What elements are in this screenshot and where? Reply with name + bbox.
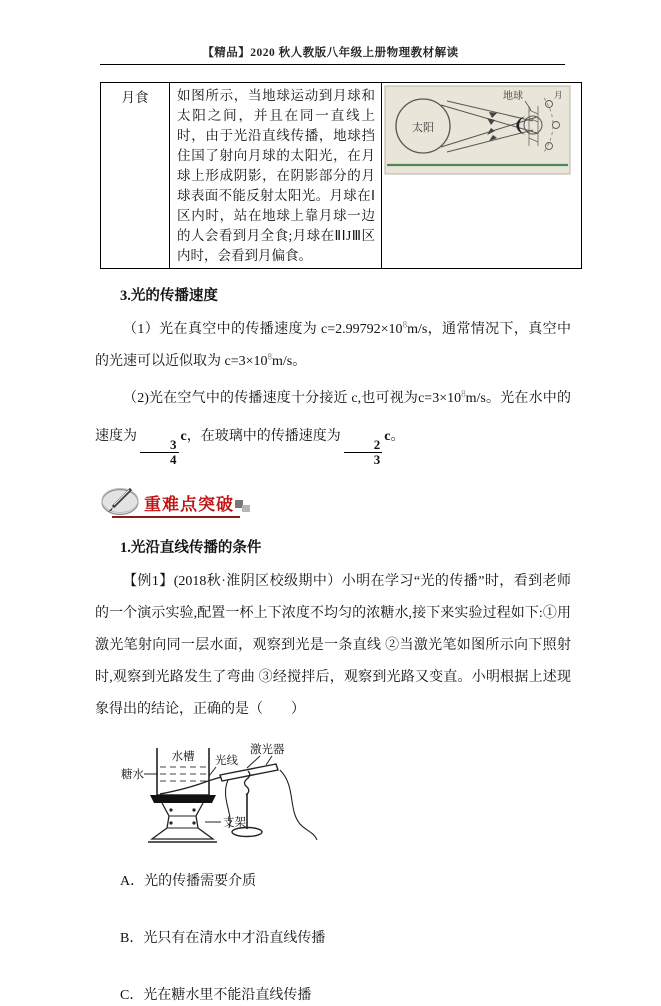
earth-label: 地球 — [503, 91, 523, 102]
paragraph-light-speed-vacuum — [95, 314, 571, 378]
option-b: B．光只有在清水中才沿直线传播 — [120, 930, 326, 946]
sugar-water-layers — [160, 767, 206, 781]
support-stand-outline — [152, 803, 213, 839]
table-row — [101, 83, 582, 269]
stand-bolt — [169, 808, 172, 811]
para2-text-4: 。 — [390, 429, 405, 444]
banner-underline — [112, 516, 240, 518]
bent-light-ray — [160, 777, 221, 794]
fraction-denominator: 3 — [373, 452, 381, 468]
key-points-banner-label: 重难点突破 — [144, 494, 234, 514]
lunar-eclipse-figure-cell — [382, 83, 582, 269]
fraction-three-quarters — [140, 438, 179, 468]
sun-label: 太阳 — [412, 122, 434, 134]
para1-text-3: m/s。 — [272, 354, 307, 369]
speed-symbol-c: c — [180, 429, 187, 444]
example-1-problem-text: 【例1】(2018秋·淮阴区校级期中）小明在学习“光的传播”时，看到老师的一个演示实验,配置一杯上下浓度不均匀的浓糖水,接下来实验过程如下:①用激光笔射向同一层水面，观察到光是一条直线 ②当激光笔如图所示向下照射时,观察到光路发生了弯曲 ③经搅拌后，观察到光路又变直。小明根据上述现象得出的结论，正确的是（ ） — [95, 573, 571, 717]
para1-text-1: （1）光在真空中的传播速度为 c=2.99792×10 — [123, 322, 403, 337]
exponent-8: 8 — [461, 388, 466, 399]
option-c: C．光在糖水里不能沿直线传播 — [120, 987, 312, 1003]
laser-pointer — [247, 756, 260, 768]
fraction-denominator: 4 — [170, 452, 177, 468]
subsection-1-title: 1.光沿直线传播的条件 — [120, 539, 262, 556]
speed-symbol-c: c — [384, 429, 391, 444]
laser-pointer — [266, 756, 272, 765]
fraction-numerator: 3 — [140, 438, 179, 453]
option-a: A．光的传播需要介质 — [120, 873, 257, 889]
answer-options — [95, 872, 571, 1006]
page-header-title: 【精品】2020 秋人教版八年级上册物理教材解读 — [202, 47, 459, 59]
exponent-8: 8 — [402, 319, 408, 330]
water-tank-label: 水槽 — [171, 750, 195, 763]
fraction-numerator: 2 — [344, 438, 383, 453]
lunar-eclipse-description: 如图所示，当地球运动到月球和太阳之间，并且在同一直线上时，由于光沿直线传播，地球挡住国了射向月球的太阳光，在月球上形成阴影，在阴影部分的月球表面不能反射太阳光。月球在Ⅰ区内时，站在地球上靠月球一边的人会看到月全食;月球在ⅡⅠJⅢ区内时，会看到月偏食。 — [170, 83, 382, 269]
key-points-banner — [100, 484, 330, 524]
document-body — [95, 284, 571, 1006]
eclipse-table — [100, 82, 582, 269]
light-ray-label: 光线 — [215, 754, 238, 767]
light-ray-pointer — [209, 767, 216, 776]
laser-label: 激光器 — [250, 743, 285, 756]
para2-text-3: ，在玻璃中的传播速度为 — [186, 429, 341, 444]
experiment-figure — [100, 736, 320, 858]
stand-bolt — [192, 821, 195, 824]
moon-label: 月 — [554, 90, 563, 100]
header-divider — [100, 64, 565, 65]
lunar-eclipse-figure — [385, 86, 570, 174]
tank-base-black — [150, 795, 216, 803]
section-3-title: 3.光的传播速度 — [120, 288, 218, 304]
row-header-lunar-eclipse: 月食 — [101, 83, 170, 269]
paragraph-light-speed-media — [95, 380, 571, 468]
stand-label: 支架 — [223, 816, 246, 829]
para2-text-1: （2)光在空气中的传播速度十分接近 c,也可视为c=3×10 — [123, 391, 462, 406]
exponent-8: 8 — [267, 351, 273, 362]
fraction-two-thirds — [344, 438, 383, 468]
sugar-water-label: 糖水 — [121, 768, 144, 781]
stand-bolt — [192, 808, 195, 811]
laser-cable — [280, 770, 317, 840]
banner-square-decoration — [242, 505, 250, 512]
para1-text-2: m/s，通常情况下，真空中的光速可以近似取为 c=3×10 — [95, 322, 571, 369]
stand-bolt — [169, 821, 172, 824]
para2-text-2: m/s。光在水中的速度为 — [95, 391, 571, 444]
page-header — [0, 0, 661, 60]
